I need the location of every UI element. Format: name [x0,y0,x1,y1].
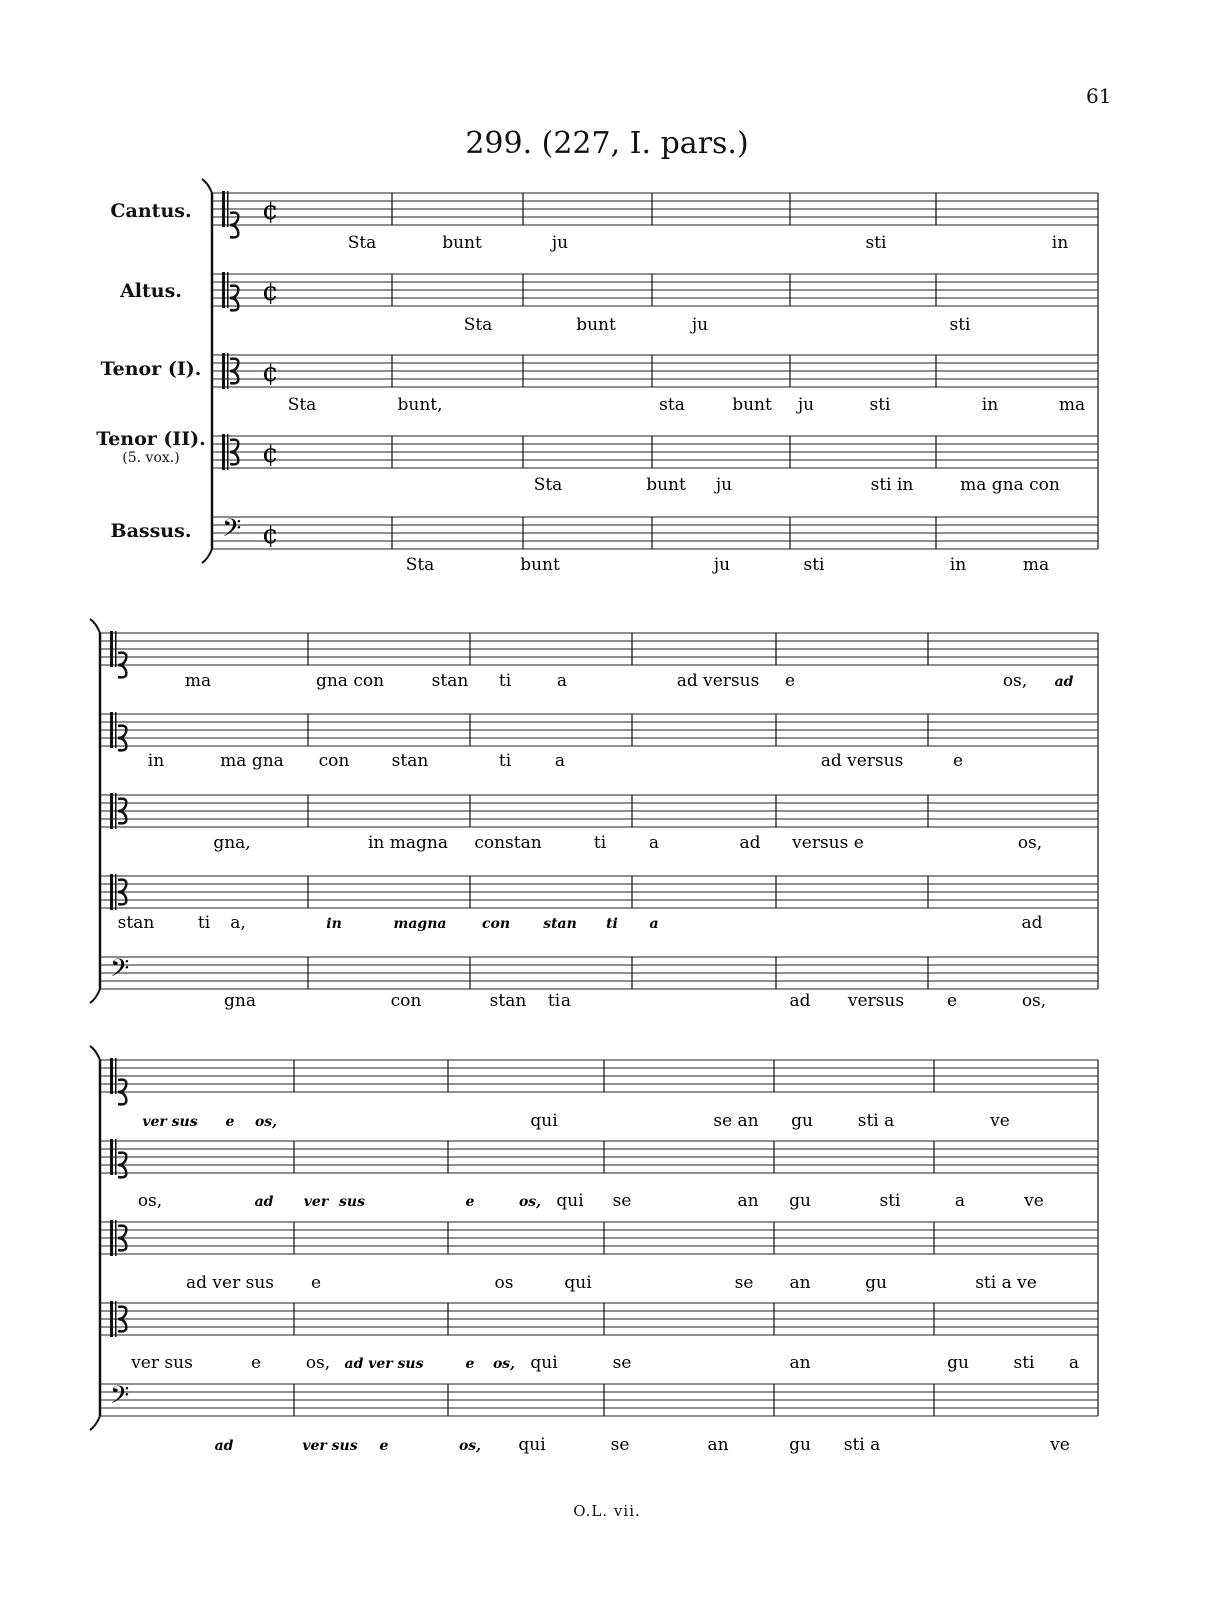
lyric-syllable: sta [659,395,685,415]
lyric-syllable: in [949,555,967,575]
c-clef-icon [110,874,113,910]
lyric-syllable: sti [869,395,891,415]
lyric-syllable: in [981,395,999,415]
lyric-syllable: sti [803,555,825,575]
lyric-syllable: ve [990,1111,1010,1131]
lyric-syllable: a, [230,913,246,933]
lyric-syllable: e [225,1114,235,1130]
bracket-hook-top [202,179,212,193]
lyric-syllable: e [465,1194,475,1210]
lyric-syllable: stan [431,671,469,691]
lyric-syllable: gna con [315,671,385,691]
c-clef-stroke [115,1139,117,1175]
lyric-syllable: in [326,916,342,932]
page-number: 61 [1086,84,1112,108]
c-clef-stroke [227,272,229,308]
lyric-syllable: ad [1021,913,1043,933]
lyric-syllable: os, [1021,991,1047,1011]
bracket-hook-top [90,1046,100,1060]
lyric-syllable: an [789,1353,811,1373]
lyric-syllable: bunt [732,395,772,415]
lyric-syllable: bunt [442,233,482,253]
lyric-syllable: ma [1058,395,1086,415]
lyric-syllable: ju [551,233,569,253]
c-clef-icon [110,793,113,829]
c-clef-icon [110,1139,113,1175]
voice-label-tenor-1: Tenor (I). [100,358,202,380]
bracket-hook-top [90,619,100,633]
cut-time-icon: ¢ [262,439,279,469]
lyric-syllable: ti [593,833,607,853]
lyric-syllable: os, [458,1438,482,1454]
lyric-syllable: qui [556,1191,584,1211]
lyric-syllable: os, [254,1114,278,1130]
c-clef-stroke [115,1301,117,1337]
lyric-syllable: stan [489,991,527,1011]
lyric-syllable: stan [117,913,155,933]
voice-label-tenor-2: Tenor (II). (5. vox.) [96,428,206,466]
lyric-syllable: qui [530,1353,558,1373]
lyric-syllable: qui [518,1435,546,1455]
lyric-syllable: e [250,1353,262,1373]
lyric-syllable: se [612,1353,632,1373]
bracket-hook-bottom [90,989,100,1003]
lyric-syllable: ad [1054,674,1074,690]
voice-label-bassus: Bassus. [110,520,192,542]
c-clef-icon [110,712,113,748]
lyric-syllable: Sta [405,555,435,575]
lyric-syllable: ju [691,315,709,335]
lyric-syllable: Sta [463,315,493,335]
lyric-syllable: e [310,1273,322,1293]
lyric-syllable: in [147,751,165,771]
lyric-syllable: ad versus [820,751,904,771]
lyric-syllable: sus [339,1194,365,1210]
lyric-syllable: an [789,1273,811,1293]
lyric-syllable: e [946,991,958,1011]
lyric-syllable: ad [214,1438,234,1454]
c-clef-icon [222,353,225,389]
lyric-syllable: a [560,991,572,1011]
lyric-syllable: ad [254,1194,274,1210]
lyric-syllable: e [465,1356,475,1372]
lyric-syllable: os, [518,1194,542,1210]
lyric-syllable: versus [847,991,905,1011]
lyric-syllable: stan [391,751,429,771]
lyric-syllable: con [318,751,350,771]
lyric-syllable: qui [530,1111,558,1131]
lyric-syllable: gu [789,1191,811,1211]
lyric-syllable: an [707,1435,729,1455]
lyric-syllable: se an [713,1111,759,1131]
lyric-syllable: sti [865,233,887,253]
lyric-syllable: bunt [520,555,560,575]
lyric-syllable: se [612,1191,632,1211]
lyric-syllable: e [379,1438,389,1454]
lyric-syllable: os, [305,1353,331,1373]
c-clef-icon [110,1058,113,1094]
lyric-syllable: ti [547,991,561,1011]
lyric-syllable: sti a [857,1111,895,1131]
lyric-syllable: se [734,1273,754,1293]
voice-label-altus: Altus. [120,280,182,302]
lyric-syllable: sti a [843,1435,881,1455]
lyric-syllable: con [481,916,511,932]
lyric-syllable: bunt [576,315,616,335]
lyric-syllable: ver sus [142,1114,198,1130]
lyric-syllable: sti in [870,475,914,495]
c-clef-icon [110,1220,113,1256]
lyric-syllable: se [610,1435,630,1455]
c-clef-icon [110,631,113,667]
lyric-syllable: os, [492,1356,516,1372]
lyric-syllable: ma gna [220,751,284,771]
lyric-syllable: ver sus [131,1353,193,1373]
lyric-syllable: os, [1002,671,1028,691]
lyric-syllable: ti [498,671,512,691]
lyric-syllable: a [954,1191,966,1211]
c-clef-icon [222,272,225,308]
cut-time-icon: ¢ [262,520,279,550]
lyric-syllable: a [1068,1353,1080,1373]
lyric-syllable: sti a ve [975,1273,1037,1293]
lyric-syllable: e [784,671,796,691]
lyric-syllable: an [737,1191,759,1211]
lyric-syllable: e [952,751,964,771]
lyric-syllable: Sta [347,233,377,253]
lyric-syllable: ju [715,475,733,495]
cut-time-icon: ¢ [262,277,279,307]
lyric-syllable: qui [564,1273,592,1293]
lyric-syllable: gu [947,1353,969,1373]
lyric-syllable: ver [303,1194,329,1210]
lyric-syllable: gna, [213,833,251,853]
lyric-syllable: ju [713,555,731,575]
lyric-syllable: ti [197,913,211,933]
lyric-syllable: ju [797,395,815,415]
c-clef-icon [110,1301,113,1337]
c-clef-icon [222,434,225,470]
lyric-syllable: ve [1050,1435,1070,1455]
lyric-syllable: in [1051,233,1069,253]
bass-clef-icon: 𝄢 [110,1381,130,1416]
lyric-syllable: gu [791,1111,813,1131]
lyric-syllable: ad ver sus [344,1356,424,1372]
c-clef-stroke [115,1220,117,1256]
lyric-syllable: gu [789,1435,811,1455]
c-clef-stroke [115,1058,117,1094]
lyric-syllable: ti [606,916,618,932]
lyric-syllable: sti [1013,1353,1035,1373]
lyric-syllable: os, [1017,833,1043,853]
c-clef-icon [222,191,225,227]
c-clef-stroke [227,353,229,389]
lyric-syllable: gu [865,1273,887,1293]
bracket-hook-bottom [202,549,212,563]
lyric-syllable: ad [739,833,761,853]
lyric-syllable: sti [879,1191,901,1211]
voice-label-cantus: Cantus. [110,200,192,222]
lyric-syllable: a [648,833,660,853]
lyric-syllable: ma [1022,555,1050,575]
lyric-syllable: versus e [792,833,864,853]
lyric-syllable: ti [498,751,512,771]
lyric-syllable: magna [393,916,447,932]
lyric-syllable: ma gna con [960,475,1060,495]
lyric-syllable: a [554,751,566,771]
lyric-syllable: a [556,671,568,691]
lyric-syllable: os, [137,1191,163,1211]
lyric-syllable: ver sus [302,1438,358,1454]
lyric-syllable: a [649,916,659,932]
cut-time-icon: ¢ [262,196,279,226]
lyric-syllable: Sta [533,475,563,495]
c-clef-stroke [227,191,229,227]
lyric-syllable: in magna [367,833,449,853]
c-clef-stroke [227,434,229,470]
lyric-syllable: con [390,991,422,1011]
c-clef-stroke [115,631,117,667]
lyric-syllable: ad [789,991,811,1011]
lyric-syllable: gna [224,991,256,1011]
lyric-syllable: ad ver sus [185,1273,275,1293]
lyric-syllable: bunt, [397,395,443,415]
lyric-syllable: Sta [287,395,317,415]
piece-title: 299. (227, I. pars.) [465,126,749,161]
c-clef-stroke [115,793,117,829]
c-clef-stroke [115,874,117,910]
lyric-syllable: stan [543,916,577,932]
lyric-syllable: sti [949,315,971,335]
bass-clef-icon: 𝄢 [222,514,242,549]
footer-signature: O.L. vii. [573,1502,641,1520]
lyric-syllable: bunt [646,475,686,495]
lyric-syllable: os [494,1273,514,1293]
lyric-syllable: ve [1024,1191,1044,1211]
cut-time-icon: ¢ [262,358,279,388]
lyric-syllable: ad versus [676,671,760,691]
lyric-syllable: constan [474,833,542,853]
bass-clef-icon: 𝄢 [110,954,130,989]
bracket-hook-bottom [90,1416,100,1430]
lyric-syllable: ma [184,671,212,691]
c-clef-stroke [115,712,117,748]
